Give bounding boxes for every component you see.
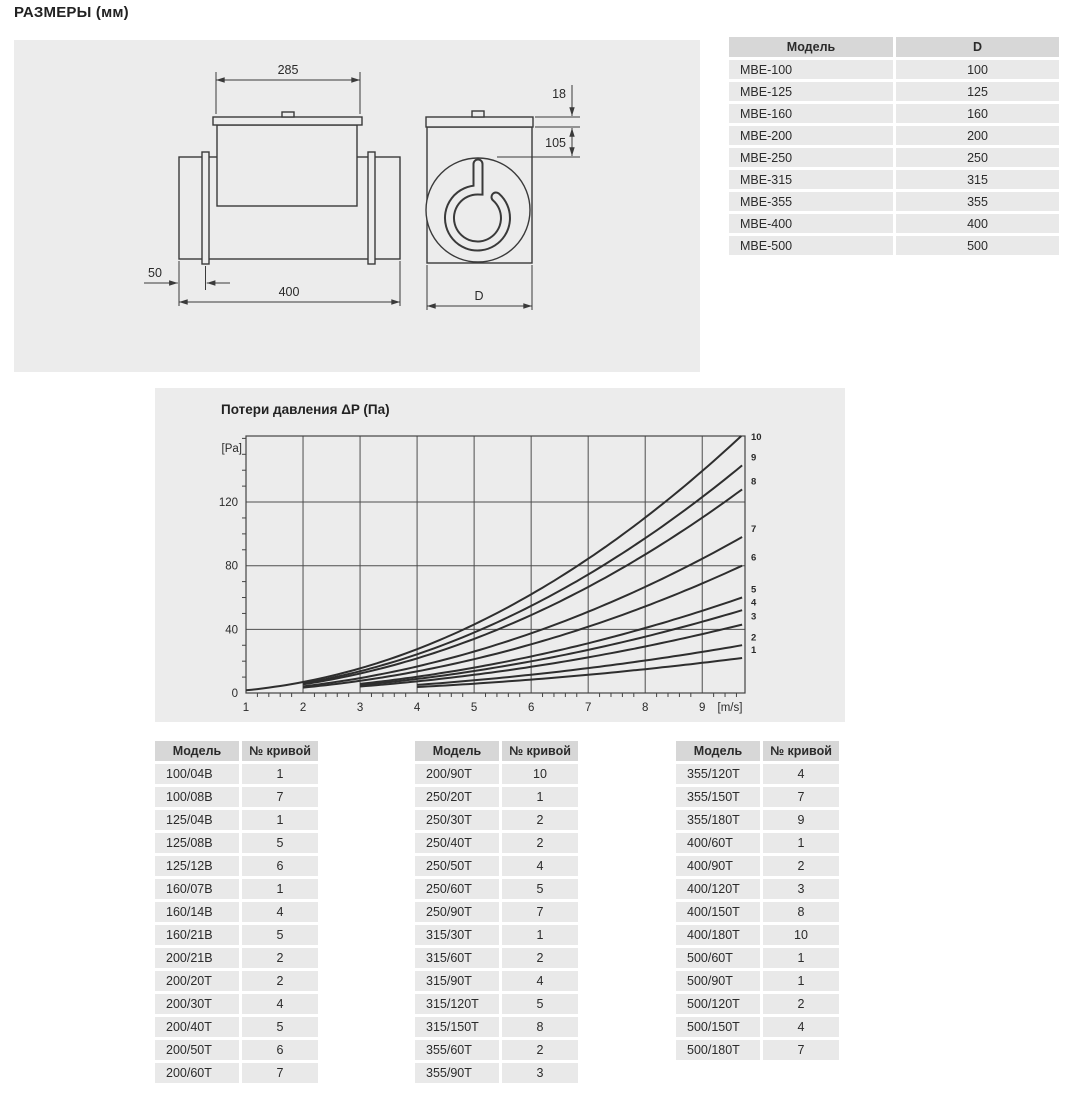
table-row	[676, 787, 839, 810]
table-header-row	[415, 741, 578, 764]
model-cell: 355/150Т	[676, 787, 763, 810]
side-view	[144, 63, 400, 306]
table-row	[415, 925, 578, 948]
model-cell: МВЕ-355	[729, 192, 896, 214]
value-cell: 4	[763, 1017, 839, 1040]
table-row	[155, 879, 318, 902]
model-cell: 500/180Т	[676, 1040, 763, 1063]
model-cell: 315/30Т	[415, 925, 502, 948]
value-cell: 8	[502, 1017, 578, 1040]
dim-label-50: 50	[148, 266, 162, 280]
x-tick-label: 3	[356, 702, 364, 714]
model-cell: МВЕ-315	[729, 170, 896, 192]
dim-label-d: D	[474, 289, 484, 303]
table-row	[729, 104, 1059, 126]
table-row	[415, 879, 578, 902]
chart-title: Потери давления ΔP (Па)	[221, 402, 390, 417]
model-cell: 400/180Т	[676, 925, 763, 948]
value-cell: 1	[763, 971, 839, 994]
table-row	[729, 148, 1059, 170]
value-cell: 7	[763, 1040, 839, 1063]
curve-table-3	[676, 741, 839, 1063]
value-cell: 4	[242, 994, 318, 1017]
model-cell: 500/150Т	[676, 1017, 763, 1040]
x-tick-label: 8	[641, 702, 649, 714]
value-cell: 2	[502, 833, 578, 856]
curve-10	[246, 436, 741, 690]
value-cell: 7	[502, 902, 578, 925]
value-cell: 4	[502, 971, 578, 994]
table-row	[155, 810, 318, 833]
value-cell: 2	[502, 810, 578, 833]
curve-label-7: 7	[751, 524, 757, 536]
value-cell: 2	[502, 948, 578, 971]
value-cell: 7	[242, 787, 318, 810]
model-diameter-table	[729, 37, 1059, 258]
table-row	[729, 60, 1059, 82]
model-cell: 500/90Т	[676, 971, 763, 994]
table-row	[729, 236, 1059, 258]
curve-label-10: 10	[751, 432, 762, 443]
value-cell: 1	[242, 810, 318, 833]
model-cell: 315/90Т	[415, 971, 502, 994]
value-cell: 1	[242, 764, 318, 787]
table-row	[676, 764, 839, 787]
value-cell: 2	[763, 994, 839, 1017]
value-cell: 2	[242, 948, 318, 971]
curve-label-6: 6	[751, 552, 757, 564]
model-cell: 250/50Т	[415, 856, 502, 879]
curve-label-3: 3	[751, 611, 757, 623]
table-row	[676, 810, 839, 833]
table-row	[676, 856, 839, 879]
model-cell: 400/120Т	[676, 879, 763, 902]
table-row	[729, 214, 1059, 236]
table-row	[676, 833, 839, 856]
table-row	[729, 126, 1059, 148]
dim-label-400: 400	[278, 285, 300, 299]
table-row	[676, 902, 839, 925]
model-cell: 200/20Т	[155, 971, 242, 994]
model-cell: 500/120Т	[676, 994, 763, 1017]
model-cell: 200/21В	[155, 948, 242, 971]
y-tick-label: 120	[218, 497, 238, 510]
value-cell: 400	[896, 214, 1059, 236]
table-row	[155, 902, 318, 925]
table-row	[155, 994, 318, 1017]
value-cell: 4	[242, 902, 318, 925]
value-cell: 125	[896, 82, 1059, 104]
value-cell: 3	[763, 879, 839, 902]
table-row	[415, 787, 578, 810]
dim-label-105: 105	[545, 136, 566, 150]
value-cell: 500	[896, 236, 1059, 258]
model-cell: 200/50Т	[155, 1040, 242, 1063]
value-cell: 1	[242, 879, 318, 902]
table-row	[155, 1040, 318, 1063]
table-row	[676, 1017, 839, 1040]
value-cell: 2	[502, 1040, 578, 1063]
model-cell: 315/120Т	[415, 994, 502, 1017]
curve-table-1	[155, 741, 318, 1086]
table-row	[415, 1040, 578, 1063]
table-header-row	[729, 37, 1059, 60]
table-row	[155, 833, 318, 856]
model-cell: МВЕ-200	[729, 126, 896, 148]
value-cell: 7	[763, 787, 839, 810]
column-header-model: Модель	[155, 741, 242, 764]
value-cell: 250	[896, 148, 1059, 170]
value-cell: 1	[502, 787, 578, 810]
model-cell: 355/120Т	[676, 764, 763, 787]
model-cell: МВЕ-125	[729, 82, 896, 104]
value-cell: 6	[242, 1040, 318, 1063]
column-header-curve: № кривой	[502, 741, 578, 764]
value-cell: 2	[763, 856, 839, 879]
pressure-loss-chart	[155, 388, 845, 722]
value-cell: 315	[896, 170, 1059, 192]
model-cell: МВЕ-500	[729, 236, 896, 258]
table-row	[729, 170, 1059, 192]
table-row	[729, 192, 1059, 214]
curve-label-5: 5	[751, 584, 757, 596]
y-tick-label: 80	[225, 560, 238, 573]
model-cell: 250/60Т	[415, 879, 502, 902]
x-tick-label: 9	[699, 702, 706, 714]
table-header-row	[155, 741, 318, 764]
table-row	[415, 948, 578, 971]
model-cell: 125/12В	[155, 856, 242, 879]
table-row	[415, 764, 578, 787]
model-cell: 100/08В	[155, 787, 242, 810]
model-cell: 100/04В	[155, 764, 242, 787]
curve-table-2	[415, 741, 578, 1086]
table-row	[155, 1017, 318, 1040]
curve-9	[303, 465, 742, 683]
model-cell: 315/150Т	[415, 1017, 502, 1040]
model-cell: 400/150Т	[676, 902, 763, 925]
table-header-row	[676, 741, 839, 764]
value-cell: 160	[896, 104, 1059, 126]
model-cell: 200/30Т	[155, 994, 242, 1017]
model-cell: 160/07В	[155, 879, 242, 902]
model-cell: 125/04В	[155, 810, 242, 833]
table-row	[155, 948, 318, 971]
model-cell: 160/21В	[155, 925, 242, 948]
value-cell: 5	[242, 1017, 318, 1040]
model-cell: МВЕ-250	[729, 148, 896, 170]
value-cell: 10	[502, 764, 578, 787]
column-header-curve: № кривой	[763, 741, 839, 764]
value-cell: 355	[896, 192, 1059, 214]
model-cell: 250/90Т	[415, 902, 502, 925]
table-row	[676, 948, 839, 971]
model-cell: 355/180Т	[676, 810, 763, 833]
model-cell: 250/30Т	[415, 810, 502, 833]
value-cell: 9	[763, 810, 839, 833]
table-row	[676, 879, 839, 902]
value-cell: 1	[502, 925, 578, 948]
value-cell: 5	[242, 833, 318, 856]
table-row	[155, 971, 318, 994]
table-row	[415, 1017, 578, 1040]
model-cell: МВЕ-400	[729, 214, 896, 236]
page-title: РАЗМЕРЫ (мм)	[14, 4, 129, 21]
value-cell: 5	[502, 994, 578, 1017]
dim-label-285: 285	[277, 63, 299, 77]
column-header-model: Модель	[729, 37, 896, 60]
pressure-loss-chart-panel	[155, 388, 845, 722]
column-header-d: D	[896, 37, 1059, 60]
table-row	[155, 764, 318, 787]
value-cell: 5	[242, 925, 318, 948]
value-cell: 2	[242, 971, 318, 994]
value-cell: 4	[763, 764, 839, 787]
table-row	[676, 971, 839, 994]
x-axis-unit: [m/s]	[717, 702, 743, 714]
table-row	[155, 787, 318, 810]
model-cell: 250/20Т	[415, 787, 502, 810]
model-cell: 200/40Т	[155, 1017, 242, 1040]
model-cell: 250/40Т	[415, 833, 502, 856]
x-tick-label: 1	[242, 702, 250, 714]
value-cell: 1	[763, 948, 839, 971]
curve-label-8: 8	[751, 476, 757, 488]
x-tick-label: 7	[584, 702, 592, 714]
y-tick-label: 0	[231, 688, 238, 700]
curve-label-2: 2	[751, 632, 757, 644]
model-cell: 125/08В	[155, 833, 242, 856]
y-tick-label: 40	[225, 624, 238, 637]
value-cell: 7	[242, 1063, 318, 1086]
model-cell: 200/90Т	[415, 764, 502, 787]
model-cell: МВЕ-100	[729, 60, 896, 82]
table-row	[415, 971, 578, 994]
value-cell: 200	[896, 126, 1059, 148]
table-row	[415, 902, 578, 925]
column-header-model: Модель	[415, 741, 502, 764]
curve-label-9: 9	[751, 452, 757, 464]
dim-label-18: 18	[552, 87, 566, 101]
y-axis-unit: [Pa]	[221, 443, 242, 455]
value-cell: 100	[896, 60, 1059, 82]
model-cell: 160/14В	[155, 902, 242, 925]
x-tick-label: 2	[299, 702, 307, 714]
x-tick-label: 4	[413, 702, 421, 714]
table-row	[676, 925, 839, 948]
table-row	[676, 994, 839, 1017]
x-tick-label: 5	[470, 702, 478, 714]
table-row	[729, 82, 1059, 104]
model-cell: 355/60Т	[415, 1040, 502, 1063]
value-cell: 3	[502, 1063, 578, 1086]
table-row	[415, 994, 578, 1017]
end-view	[426, 85, 580, 310]
model-cell: 500/60Т	[676, 948, 763, 971]
table-row	[155, 856, 318, 879]
table-row	[676, 1040, 839, 1063]
model-cell: 400/90Т	[676, 856, 763, 879]
model-cell: МВЕ-160	[729, 104, 896, 126]
table-row	[415, 833, 578, 856]
curve-label-1: 1	[751, 645, 757, 657]
column-header-model: Модель	[676, 741, 763, 764]
value-cell: 10	[763, 925, 839, 948]
table-row	[155, 1063, 318, 1086]
value-cell: 6	[242, 856, 318, 879]
table-row	[415, 856, 578, 879]
dimensions-drawing-panel	[14, 40, 700, 372]
value-cell: 1	[763, 833, 839, 856]
value-cell: 4	[502, 856, 578, 879]
model-cell: 400/60Т	[676, 833, 763, 856]
x-tick-label: 6	[527, 702, 535, 714]
curve-label-4: 4	[751, 597, 757, 609]
model-cell: 200/60Т	[155, 1063, 242, 1086]
model-cell: 355/90Т	[415, 1063, 502, 1086]
value-cell: 8	[763, 902, 839, 925]
table-row	[415, 1063, 578, 1086]
table-row	[155, 925, 318, 948]
model-cell: 315/60Т	[415, 948, 502, 971]
duct-heater-drawing	[14, 40, 700, 372]
value-cell: 5	[502, 879, 578, 902]
column-header-curve: № кривой	[242, 741, 318, 764]
curve-7	[303, 537, 742, 686]
table-row	[415, 810, 578, 833]
